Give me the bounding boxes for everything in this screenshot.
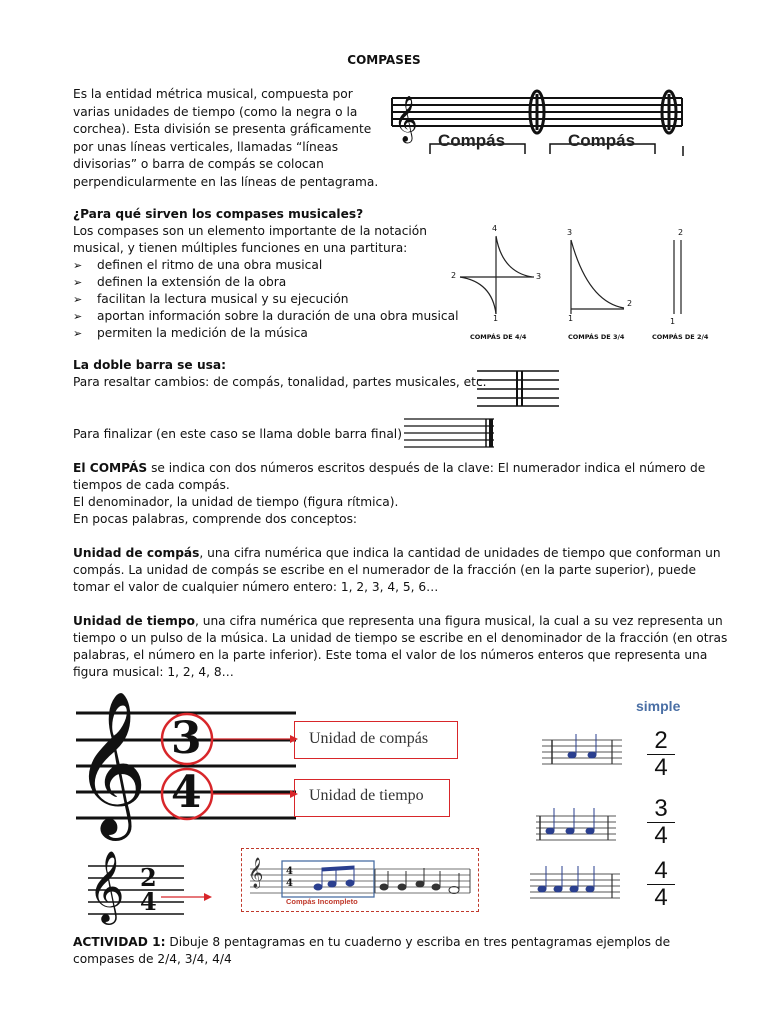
intro-line: corchea). Esta división se presenta gráficamente: [73, 122, 372, 136]
actividad-line: compases de 2/4, 3/4, 4/4: [73, 952, 232, 966]
simple-meter-row: [536, 800, 616, 844]
unidad-tiempo-line: tiempo o un pulso de la música. La unidad de tiempo se escribe en el denominador de la fracción (en otras: [73, 631, 728, 645]
fraction-numerator: 3: [654, 795, 668, 822]
simple-label: simple: [636, 698, 681, 714]
double-barline-figure: [477, 368, 559, 408]
conductor-number: 2: [627, 299, 633, 308]
actividad-line: [73, 934, 670, 951]
list-item-text: definen la extensión de la obra: [97, 275, 287, 289]
compas-label: Compás: [438, 131, 506, 150]
intro-line: Es la entidad métrica musical, compuesta por: [73, 87, 353, 101]
unidad-tiempo-line: [73, 613, 723, 630]
arrow-bullet-icon: ➢: [73, 327, 83, 340]
fraction-denominator: 4: [654, 884, 668, 911]
treble-clef-icon: 𝄞: [88, 849, 125, 922]
time-sig-numerator: 3: [171, 713, 202, 764]
para-que-line: musical, y tienen múltiples funciones en una partitura:: [73, 241, 408, 255]
unidad-tiempo-box: [294, 779, 450, 817]
small-time-sig-denominator: 4: [140, 887, 157, 916]
intro-line: divisorias” o barra de compás se colocan: [73, 157, 324, 171]
conductor-label: COMPÁS DE 2/4: [652, 333, 709, 341]
list-item: [73, 325, 458, 342]
time-signature-figure: [74, 690, 474, 840]
el-compas-line: tiempos de cada compás.: [73, 478, 230, 492]
doble-barra-final-line: Para finalizar (en este caso se llama doble barra final): [73, 427, 402, 441]
intro-line: por unas líneas verticales, llamadas “líneas: [73, 139, 339, 154]
small-time-signature-figure: [86, 848, 216, 928]
intro-line: perpendicularmente en las líneas de pentagrama.: [73, 174, 379, 189]
conductor-patterns-figure: [448, 222, 718, 346]
unidad-compas-box: [294, 721, 458, 759]
unidad-compas-text: , una cifra numérica que indica la cantidad de unidades de tiempo que conforman un: [199, 546, 721, 560]
actividad-bold: ACTIVIDAD 1:: [73, 935, 166, 949]
el-compas-line: En pocas palabras, comprende dos conceptos:: [73, 512, 358, 526]
fraction-4-4: [644, 858, 678, 911]
arrow-bullet-icon: ➢: [73, 276, 83, 289]
conductor-number: 1: [670, 317, 676, 326]
fraction-2-4: [644, 728, 678, 781]
unidad-compas-box-label: Unidad de compás: [309, 730, 429, 747]
conductor-number: 4: [492, 224, 498, 233]
unidad-tiempo-line: palabras, el número en la parte inferior). Este toma el valor de los números enteros que representa una: [73, 648, 708, 662]
list-item: [73, 308, 458, 325]
unidad-compas-bold: Unidad de compás: [73, 546, 200, 560]
treble-clef-icon: 𝄞: [74, 691, 148, 835]
list-item: [73, 291, 458, 308]
conductor-number: 3: [567, 228, 573, 237]
conductor-number: 2: [451, 271, 457, 280]
arrow-bullet-icon: ➢: [73, 293, 83, 306]
inc-time-sig-numerator: 4: [286, 866, 293, 877]
el-compas-text: se indica con dos números escritos después de la clave: El numerador indica el número de: [147, 461, 706, 475]
compas-incompleto-label: Compás Incompleto: [286, 897, 358, 906]
inc-time-sig-denominator: 4: [286, 878, 293, 889]
list-item-text: definen el ritmo de una obra musical: [97, 258, 323, 272]
unidad-tiempo-text: , una cifra numérica que representa una figura musical, la cual a su vez representa un: [194, 614, 723, 628]
fraction-denominator: 4: [654, 822, 668, 849]
conductor-label: COMPÁS DE 4/4: [470, 333, 527, 341]
unidad-tiempo-line: figura musical: 1, 2, 4, 8…: [73, 665, 234, 679]
simple-meter-row: [530, 862, 620, 906]
para-que-text: [73, 223, 440, 257]
unidad-compas-line: [73, 545, 721, 562]
final-barline-figure: [404, 416, 494, 452]
el-compas-bold: El COMPÁS: [73, 461, 148, 475]
compas-staff-figure: [390, 88, 690, 160]
fraction-denominator: 4: [654, 754, 668, 781]
unidad-compas-line: compás. La unidad de compás se escribe en el numerador de la fracción (en la parte superior), puede: [73, 563, 696, 577]
conductor-number: 2: [678, 228, 684, 237]
list-item: [73, 274, 458, 291]
actividad-text: Dibuje 8 pentagramas en tu cuaderno y escriba en tres pentagramas ejemplos de: [165, 935, 671, 949]
unidad-tiempo-box-label: Unidad de tiempo: [309, 787, 424, 804]
el-compas-line: El denominador, la unidad de tiempo (figura rítmica).: [73, 495, 399, 509]
simple-meter-row: [542, 722, 622, 766]
conductor-number: 1: [568, 314, 574, 323]
arrow-bullet-icon: ➢: [73, 259, 83, 272]
para-que-line: Los compases son un elemento importante de la notación: [73, 224, 427, 238]
treble-clef-icon: 𝄞: [248, 858, 264, 888]
list-item: [73, 257, 458, 274]
doble-barra-line: Para resaltar cambios: de compás, tonalidad, partes musicales, etc.: [73, 375, 487, 389]
compas-label: Compás: [568, 131, 636, 150]
el-compas-line: [73, 460, 705, 477]
small-time-sig-numerator: 2: [140, 863, 157, 892]
page-title: COMPASES: [347, 53, 421, 67]
compas-incompleto-figure: [241, 848, 479, 912]
list-item-text: permiten la medición de la música: [97, 326, 308, 340]
doble-barra-heading: La doble barra se usa:: [73, 358, 226, 372]
arrow-bullet-icon: ➢: [73, 310, 83, 323]
list-item-text: aportan información sobre la duración de una obra musical: [97, 309, 459, 323]
list-item-text: facilitan la lectura musical y su ejecución: [97, 292, 349, 306]
para-que-heading: ¿Para qué sirven los compases musicales?: [73, 207, 364, 221]
conductor-number: 1: [493, 314, 499, 323]
conductor-number: 3: [536, 272, 542, 281]
fraction-numerator: 2: [654, 727, 668, 754]
intro-paragraph: [73, 86, 379, 208]
intro-line: varias unidades de tiempo (como la negra o la: [73, 104, 358, 119]
functions-list: [73, 257, 458, 342]
unidad-tiempo-bold: Unidad de tiempo: [73, 614, 195, 628]
treble-clef-icon: 𝄞: [394, 96, 418, 142]
fraction-3-4: [644, 796, 678, 849]
fraction-numerator: 4: [654, 857, 668, 884]
time-sig-denominator: 4: [171, 767, 202, 818]
unidad-compas-line: tomar el valor de cualquier número entero: 1, 2, 3, 4, 5, 6…: [73, 580, 439, 594]
conductor-label: COMPÁS DE 3/4: [568, 333, 625, 341]
